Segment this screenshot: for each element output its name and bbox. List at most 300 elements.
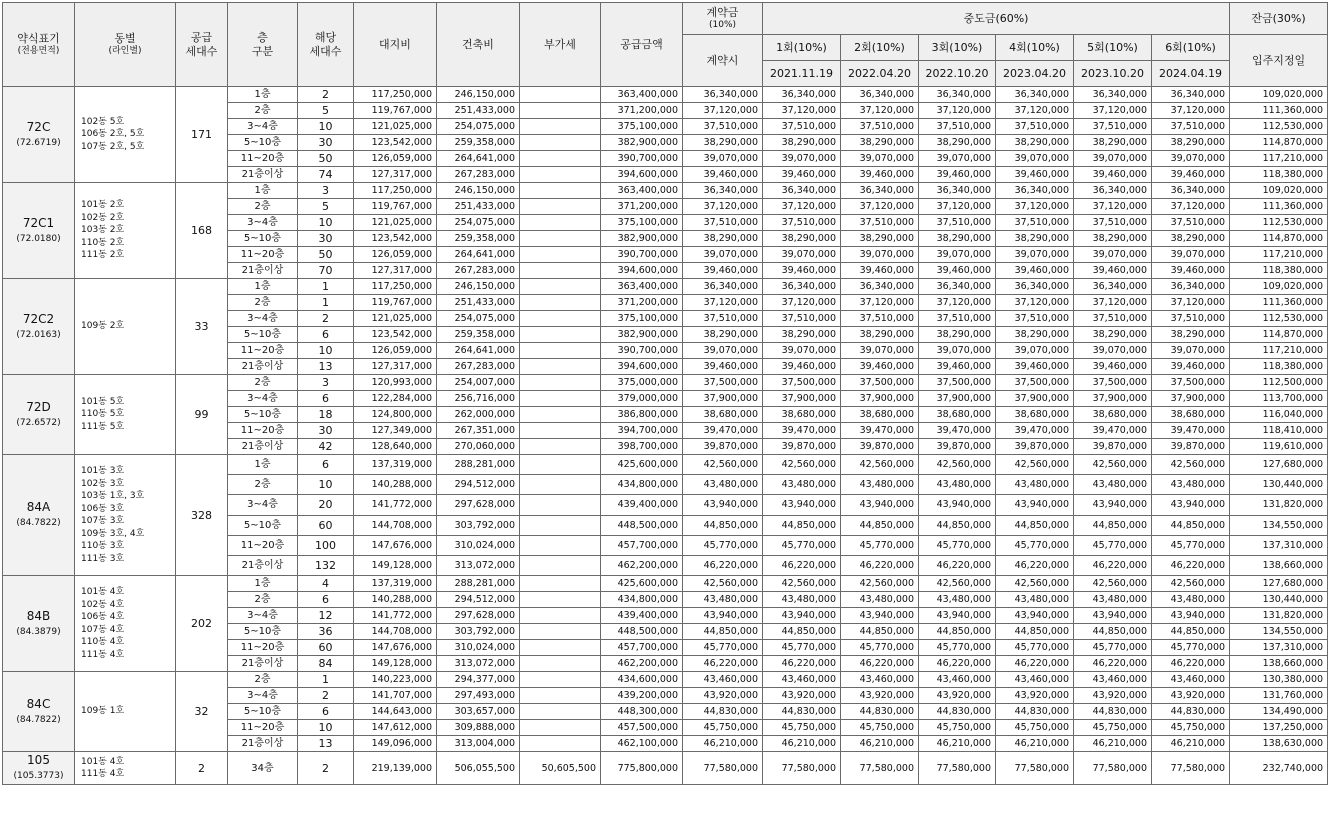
middle-payment-3: 46,210,000 [919,736,996,752]
middle-payment-4: 39,470,000 [996,423,1074,439]
floor-units: 30 [298,423,354,439]
middle-payment-1: 46,210,000 [763,736,841,752]
middle-payment-4: 37,510,000 [996,311,1074,327]
building-lines [75,455,176,576]
building-line: 111동 5호 [81,421,125,432]
middle-payment-4: 37,510,000 [996,215,1074,231]
balance-payment: 130,440,000 [1230,475,1328,495]
supply-price: 439,200,000 [601,688,683,704]
balance-payment: 111,360,000 [1230,199,1328,215]
header-land: 대지비 [354,3,437,87]
middle-payment-6: 37,120,000 [1152,295,1230,311]
middle-payment-4: 39,070,000 [996,247,1074,263]
balance-payment: 137,310,000 [1230,535,1328,555]
middle-payment-3: 37,900,000 [919,391,996,407]
building-line: 102동 3호 [81,478,125,489]
middle-payment-5: 45,770,000 [1074,535,1152,555]
supply-price: 462,200,000 [601,656,683,672]
supply-units: 168 [176,183,228,279]
land-cost: 121,025,000 [354,119,437,135]
floor-units: 6 [298,455,354,475]
contract-deposit: 43,460,000 [683,672,763,688]
building-cost: 264,641,000 [437,151,520,167]
supply-price: 462,200,000 [601,555,683,575]
balance-payment: 134,550,000 [1230,515,1328,535]
floor-range: 11~20층 [228,151,298,167]
balance-payment: 114,870,000 [1230,231,1328,247]
contract-deposit: 43,940,000 [683,495,763,515]
supply-price: 434,600,000 [601,672,683,688]
floor-units: 42 [298,439,354,455]
unit-type: 84C [26,696,51,711]
building-cost: 264,641,000 [437,247,520,263]
middle-payment-2: 43,460,000 [841,672,919,688]
middle-payment-5: 44,830,000 [1074,704,1152,720]
middle-payment-5: 38,290,000 [1074,327,1152,343]
middle-payment-4: 38,290,000 [996,231,1074,247]
balance-payment: 134,490,000 [1230,704,1328,720]
middle-payment-5: 37,510,000 [1074,119,1152,135]
middle-payment-1: 43,480,000 [763,592,841,608]
middle-payment-4: 39,460,000 [996,359,1074,375]
middle-payment-4: 39,460,000 [996,263,1074,279]
building-cost: 251,433,000 [437,103,520,119]
vat [520,423,601,439]
header-installment-date-1: 2021.11.19 [763,61,841,87]
supply-price: 448,500,000 [601,624,683,640]
contract-deposit: 39,070,000 [683,343,763,359]
balance-payment: 134,550,000 [1230,624,1328,640]
floor-units: 18 [298,407,354,423]
building-line: 102동 2호 [81,212,125,223]
building-cost: 267,283,000 [437,263,520,279]
middle-payment-1: 39,870,000 [763,439,841,455]
floor-units: 2 [298,688,354,704]
middle-payment-2: 44,850,000 [841,515,919,535]
vat [520,119,601,135]
vat [520,103,601,119]
unit-type: 72C1 [22,215,55,230]
balance-payment: 138,660,000 [1230,656,1328,672]
middle-payment-6: 37,120,000 [1152,199,1230,215]
middle-payment-1: 45,770,000 [763,640,841,656]
vat [520,475,601,495]
middle-payment-3: 36,340,000 [919,183,996,199]
table-row [3,455,1328,475]
middle-payment-6: 39,460,000 [1152,263,1230,279]
middle-payment-5: 46,220,000 [1074,656,1152,672]
middle-payment-3: 39,460,000 [919,263,996,279]
building-cost: 288,281,000 [437,455,520,475]
balance-payment: 130,380,000 [1230,672,1328,688]
middle-payment-4: 44,850,000 [996,515,1074,535]
building-cost: 254,075,000 [437,311,520,327]
middle-payment-6: 43,480,000 [1152,475,1230,495]
building-cost: 259,358,000 [437,135,520,151]
vat [520,327,601,343]
building-line: 101동 5호 [81,396,125,407]
header-installment-5: 5회(10%) [1074,35,1152,61]
contract-deposit: 39,460,000 [683,263,763,279]
supply-price: 425,600,000 [601,455,683,475]
building-line: 110동 2호 [81,237,125,248]
building-line: 101동 4호 [81,587,125,598]
land-cost: 147,612,000 [354,720,437,736]
land-cost: 140,223,000 [354,672,437,688]
middle-payment-5: 38,290,000 [1074,135,1152,151]
floor-units: 2 [298,87,354,103]
supply-units: 171 [176,87,228,183]
land-cost: 121,025,000 [354,311,437,327]
middle-payment-3: 38,290,000 [919,327,996,343]
land-cost: 144,708,000 [354,515,437,535]
land-cost: 140,288,000 [354,592,437,608]
supply-price: 457,700,000 [601,535,683,555]
middle-payment-2: 43,480,000 [841,592,919,608]
middle-payment-6: 37,510,000 [1152,311,1230,327]
building-cost: 246,150,000 [437,87,520,103]
header-supply-price: 공급금액 [601,3,683,87]
contract-deposit: 46,220,000 [683,656,763,672]
vat [520,672,601,688]
contract-deposit: 44,830,000 [683,704,763,720]
header-installment-4: 4회(10%) [996,35,1074,61]
middle-payment-6: 38,290,000 [1152,231,1230,247]
vat [520,215,601,231]
middle-payment-3: 37,120,000 [919,199,996,215]
supply-price: 434,800,000 [601,475,683,495]
unit-area: (72.6572) [16,417,61,428]
land-cost: 117,250,000 [354,279,437,295]
floor-units: 10 [298,215,354,231]
middle-payment-1: 38,290,000 [763,231,841,247]
middle-payment-5: 39,870,000 [1074,439,1152,455]
balance-payment: 114,870,000 [1230,327,1328,343]
floor-units: 5 [298,199,354,215]
middle-payment-5: 43,920,000 [1074,688,1152,704]
balance-payment: 118,410,000 [1230,423,1328,439]
middle-payment-2: 45,770,000 [841,535,919,555]
floor-units: 1 [298,672,354,688]
floor-range: 1층 [228,455,298,475]
middle-payment-5: 44,850,000 [1074,515,1152,535]
middle-payment-2: 37,120,000 [841,295,919,311]
land-cost: 124,800,000 [354,407,437,423]
vat [520,515,601,535]
middle-payment-3: 38,290,000 [919,135,996,151]
table-row [3,375,1328,391]
vat: 50,605,500 [520,752,601,785]
vat [520,391,601,407]
building-line: 107동 4호 [81,624,125,635]
header-installment-2: 2회(10%) [841,35,919,61]
middle-payment-4: 37,120,000 [996,295,1074,311]
contract-deposit: 77,580,000 [683,752,763,785]
supply-price: 363,400,000 [601,183,683,199]
building-lines [75,183,176,279]
middle-payment-1: 39,070,000 [763,151,841,167]
middle-payment-1: 39,070,000 [763,247,841,263]
middle-payment-2: 36,340,000 [841,87,919,103]
middle-payment-1: 38,290,000 [763,327,841,343]
middle-payment-6: 45,770,000 [1152,535,1230,555]
building-cost: 267,283,000 [437,359,520,375]
building-lines [75,752,176,785]
middle-payment-3: 38,290,000 [919,231,996,247]
floor-range: 1층 [228,183,298,199]
middle-payment-6: 46,210,000 [1152,736,1230,752]
floor-range: 2층 [228,103,298,119]
land-cost: 122,284,000 [354,391,437,407]
table-row [3,752,1328,785]
vat [520,495,601,515]
supply-price: 371,200,000 [601,103,683,119]
floor-units: 10 [298,119,354,135]
contract-deposit: 42,560,000 [683,576,763,592]
middle-payment-1: 43,940,000 [763,495,841,515]
land-cost: 141,772,000 [354,495,437,515]
building-cost: 259,358,000 [437,231,520,247]
middle-payment-6: 39,070,000 [1152,151,1230,167]
middle-payment-5: 46,220,000 [1074,555,1152,575]
contract-deposit: 43,940,000 [683,608,763,624]
middle-payment-3: 43,940,000 [919,495,996,515]
vat [520,640,601,656]
middle-payment-6: 37,120,000 [1152,103,1230,119]
header-type: 약식표기 (전용면적) [3,3,75,87]
floor-range: 21층이상 [228,439,298,455]
middle-payment-6: 42,560,000 [1152,576,1230,592]
floor-range: 2층 [228,295,298,311]
floor-units: 6 [298,592,354,608]
contract-deposit: 45,750,000 [683,720,763,736]
middle-payment-1: 43,920,000 [763,688,841,704]
middle-payment-5: 46,210,000 [1074,736,1152,752]
middle-payment-6: 46,220,000 [1152,555,1230,575]
land-cost: 141,707,000 [354,688,437,704]
floor-range: 5~10층 [228,515,298,535]
middle-payment-6: 39,470,000 [1152,423,1230,439]
contract-deposit: 45,770,000 [683,535,763,555]
balance-payment: 131,820,000 [1230,608,1328,624]
floor-units: 2 [298,752,354,785]
floor-units: 13 [298,736,354,752]
contract-deposit: 37,510,000 [683,119,763,135]
floor-units: 132 [298,555,354,575]
vat [520,279,601,295]
balance-payment: 109,020,000 [1230,87,1328,103]
building-cost: 254,007,000 [437,375,520,391]
land-cost: 126,059,000 [354,151,437,167]
middle-payment-1: 46,220,000 [763,656,841,672]
supply-price: 394,700,000 [601,423,683,439]
unit-type: 84A [26,500,51,515]
floor-range: 3~4층 [228,119,298,135]
land-cost: 123,542,000 [354,135,437,151]
middle-payment-6: 39,070,000 [1152,247,1230,263]
floor-range: 11~20층 [228,423,298,439]
table-row [3,279,1328,295]
supply-price: 390,700,000 [601,247,683,263]
middle-payment-2: 43,940,000 [841,495,919,515]
building-line: 106동 3호 [81,503,125,514]
middle-payment-3: 43,480,000 [919,475,996,495]
middle-payment-3: 39,870,000 [919,439,996,455]
contract-deposit: 37,500,000 [683,375,763,391]
middle-payment-5: 37,900,000 [1074,391,1152,407]
balance-payment: 113,700,000 [1230,391,1328,407]
floor-range: 21층이상 [228,736,298,752]
middle-payment-4: 37,500,000 [996,375,1074,391]
floor-range: 11~20층 [228,247,298,263]
middle-payment-6: 36,340,000 [1152,87,1230,103]
supply-price: 448,500,000 [601,515,683,535]
building-line: 111동 2호 [81,250,125,261]
middle-payment-5: 38,680,000 [1074,407,1152,423]
land-cost: 149,096,000 [354,736,437,752]
middle-payment-5: 39,460,000 [1074,359,1152,375]
floor-units: 3 [298,183,354,199]
middle-payment-5: 45,750,000 [1074,720,1152,736]
floor-range: 1층 [228,87,298,103]
floor-range: 2층 [228,592,298,608]
middle-payment-3: 37,510,000 [919,311,996,327]
floor-range: 5~10층 [228,624,298,640]
vat [520,263,601,279]
floor-units: 10 [298,343,354,359]
middle-payment-5: 39,070,000 [1074,247,1152,263]
balance-payment: 111,360,000 [1230,295,1328,311]
middle-payment-4: 36,340,000 [996,87,1074,103]
middle-payment-4: 77,580,000 [996,752,1074,785]
middle-payment-5: 39,460,000 [1074,167,1152,183]
header-building: 동별 (라인별) [75,3,176,87]
contract-deposit: 38,290,000 [683,135,763,151]
header-installment-3: 3회(10%) [919,35,996,61]
supply-price: 439,400,000 [601,608,683,624]
header-middle: 중도금(60%) [763,3,1230,35]
middle-payment-3: 39,470,000 [919,423,996,439]
middle-payment-1: 45,770,000 [763,535,841,555]
balance-payment: 131,820,000 [1230,495,1328,515]
supply-price: 363,400,000 [601,87,683,103]
balance-payment: 118,380,000 [1230,263,1328,279]
header-building-cost: 건축비 [437,3,520,87]
middle-payment-2: 36,340,000 [841,183,919,199]
land-cost: 127,317,000 [354,263,437,279]
unit-type-cell [3,87,75,183]
balance-payment: 127,680,000 [1230,455,1328,475]
middle-payment-4: 37,510,000 [996,119,1074,135]
middle-payment-4: 39,070,000 [996,343,1074,359]
vat [520,375,601,391]
floor-range: 5~10층 [228,407,298,423]
middle-payment-1: 37,500,000 [763,375,841,391]
unit-type: 84B [26,608,51,623]
balance-payment: 137,310,000 [1230,640,1328,656]
floor-units: 30 [298,231,354,247]
balance-payment: 137,250,000 [1230,720,1328,736]
middle-payment-2: 39,470,000 [841,423,919,439]
floor-range: 21층이상 [228,359,298,375]
supply-price: 382,900,000 [601,135,683,151]
building-cost: 297,493,000 [437,688,520,704]
middle-payment-2: 37,500,000 [841,375,919,391]
middle-payment-5: 43,940,000 [1074,608,1152,624]
floor-range: 21층이상 [228,555,298,575]
vat [520,167,601,183]
middle-payment-5: 39,460,000 [1074,263,1152,279]
middle-payment-6: 38,290,000 [1152,327,1230,343]
middle-payment-2: 38,290,000 [841,135,919,151]
middle-payment-3: 42,560,000 [919,455,996,475]
supply-price: 394,600,000 [601,359,683,375]
building-lines [75,576,176,672]
land-cost: 117,250,000 [354,183,437,199]
middle-payment-3: 43,920,000 [919,688,996,704]
contract-deposit: 44,850,000 [683,624,763,640]
land-cost: 127,317,000 [354,359,437,375]
middle-payment-2: 46,210,000 [841,736,919,752]
land-cost: 137,319,000 [354,455,437,475]
supply-price: 371,200,000 [601,295,683,311]
building-line: 109동 2호 [81,321,125,332]
contract-deposit: 43,480,000 [683,592,763,608]
middle-payment-1: 36,340,000 [763,183,841,199]
floor-units: 13 [298,359,354,375]
middle-payment-6: 39,460,000 [1152,359,1230,375]
floor-range: 2층 [228,375,298,391]
supply-units: 328 [176,455,228,576]
middle-payment-4: 44,850,000 [996,624,1074,640]
middle-payment-2: 39,460,000 [841,167,919,183]
middle-payment-3: 45,770,000 [919,640,996,656]
vat [520,736,601,752]
vat [520,720,601,736]
land-cost: 119,767,000 [354,295,437,311]
middle-payment-5: 43,480,000 [1074,592,1152,608]
middle-payment-6: 43,940,000 [1152,608,1230,624]
land-cost: 149,128,000 [354,555,437,575]
middle-payment-1: 38,680,000 [763,407,841,423]
middle-payment-3: 43,940,000 [919,608,996,624]
land-cost: 123,542,000 [354,327,437,343]
supply-units: 202 [176,576,228,672]
middle-payment-3: 37,120,000 [919,103,996,119]
contract-deposit: 43,920,000 [683,688,763,704]
middle-payment-2: 43,940,000 [841,608,919,624]
contract-deposit: 43,480,000 [683,475,763,495]
middle-payment-6: 39,460,000 [1152,167,1230,183]
floor-units: 20 [298,495,354,515]
middle-payment-3: 39,460,000 [919,359,996,375]
middle-payment-3: 39,460,000 [919,167,996,183]
middle-payment-6: 77,580,000 [1152,752,1230,785]
unit-area: (72.0163) [16,329,61,340]
middle-payment-5: 37,120,000 [1074,103,1152,119]
middle-payment-1: 36,340,000 [763,279,841,295]
supply-price: 439,400,000 [601,495,683,515]
contract-deposit: 38,290,000 [683,231,763,247]
floor-range: 5~10층 [228,135,298,151]
floor-range: 3~4층 [228,608,298,624]
building-cost: 254,075,000 [437,215,520,231]
building-line: 101동 4호 [81,756,125,767]
balance-payment: 131,760,000 [1230,688,1328,704]
middle-payment-5: 45,770,000 [1074,640,1152,656]
middle-payment-2: 44,850,000 [841,624,919,640]
balance-payment: 130,440,000 [1230,592,1328,608]
